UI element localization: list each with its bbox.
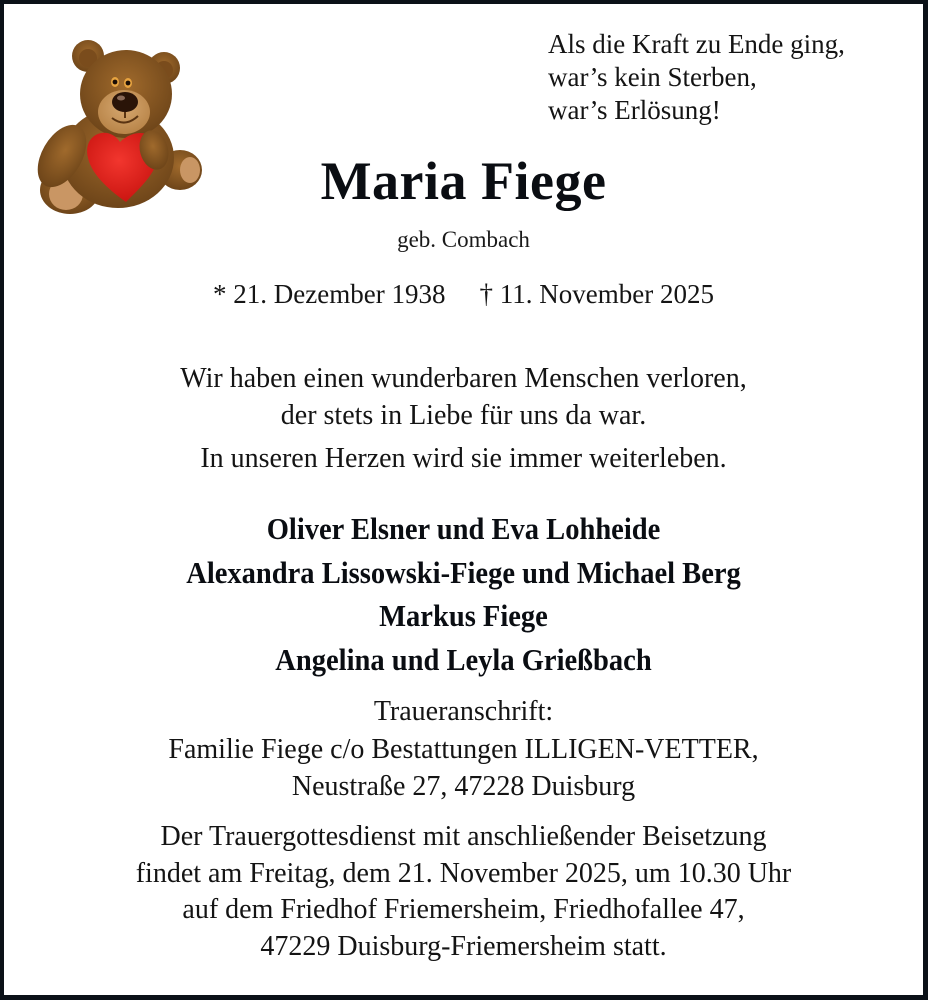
life-dates [4, 277, 923, 311]
deceased-name: Maria Fiege [320, 151, 607, 211]
verse-line: der stets in Liebe für uns da war. [280, 400, 647, 431]
memorial-verse [4, 360, 923, 477]
service-line: auf dem Friedhof Friemersheim, Friedhofallee 47, [182, 894, 745, 925]
motto-line: war’s Erlösung! [548, 95, 721, 125]
funeral-service-info [4, 819, 923, 965]
verse-line: Wir haben einen wunderbaren Menschen verloren, [180, 363, 747, 394]
address-line: Neustraße 27, 47228 Duisburg [291, 771, 636, 802]
motto-quote [548, 28, 845, 127]
birth-date: * 21. Dezember 1938 [213, 279, 446, 309]
death-date: † 11. November 2025 [479, 279, 714, 309]
mourner-line: Alexandra Lissowski-Fiege und Michael Berg [186, 554, 741, 590]
obituary-card [4, 4, 923, 995]
service-line: 47229 Duisburg-Friemersheim statt. [260, 930, 667, 962]
address-label: Traueranschrift: [373, 696, 554, 727]
mourners-list [41, 507, 886, 681]
mourner-line: Oliver Elsner und Eva Lohheide [266, 511, 661, 546]
mourner-line: Markus Fiege [379, 598, 548, 633]
service-line: Der Trauergottesdienst mit anschließender Beisetzung [160, 821, 767, 852]
mourner-line: Angelina und Leyla Grießbach [275, 641, 652, 677]
address-line: Familie Fiege c/o Bestattungen ILLIGEN-VETTER, [168, 733, 759, 765]
condolence-address [4, 693, 923, 806]
motto-line: war’s kein Sterben, [548, 62, 757, 92]
verse-line: In unseren Herzen wird sie immer weiterleben. [200, 443, 727, 474]
maiden-name: geb. Combach [397, 227, 530, 252]
motto-line: Als die Kraft zu Ende ging, [548, 29, 845, 59]
service-line: findet am Freitag, dem 21. November 2025, um 10.30 Uhr [135, 857, 792, 889]
